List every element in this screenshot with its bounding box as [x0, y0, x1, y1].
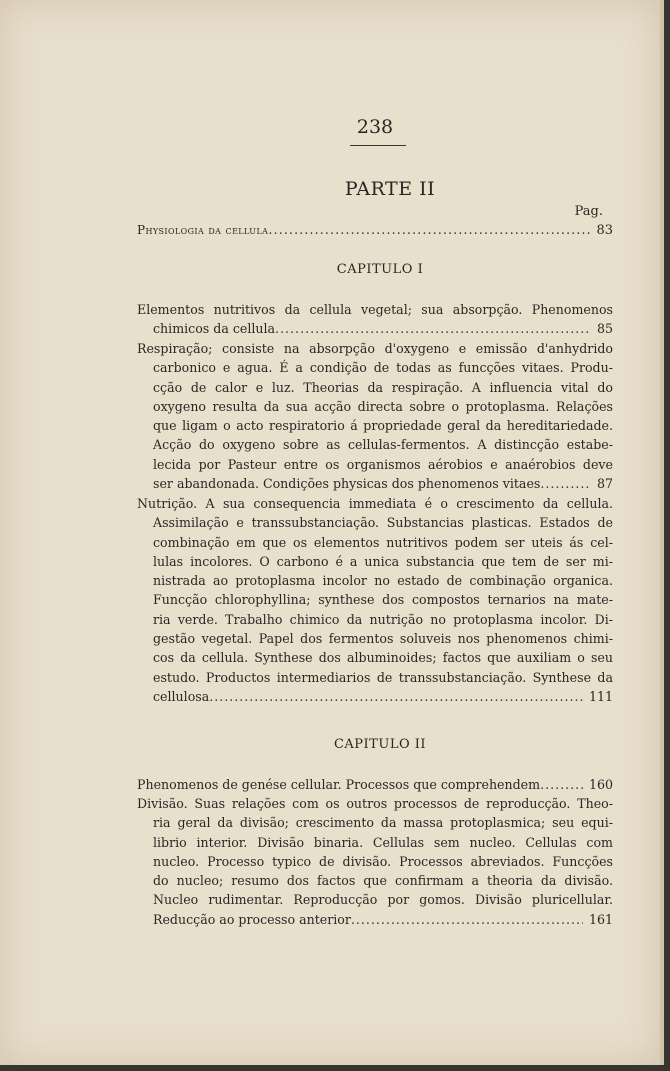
- toc-entry-line: [137, 358, 613, 377]
- toc-entry-line: [137, 474, 613, 493]
- toc-entry-line: [137, 852, 613, 871]
- part-title: PARTE II: [344, 178, 436, 200]
- toc-entry-text: cellulosa: [153, 688, 210, 704]
- toc-entry-page: 85: [596, 321, 613, 337]
- chapter-heading-1: CAPITULO I: [336, 262, 424, 277]
- toc-entry-line: [137, 629, 613, 648]
- toc-entry-line: [137, 397, 613, 416]
- toc-entry-text: Divisão. Suas relações com os outros processos de reproducção. Theo-: [137, 796, 613, 811]
- toc-entry-line: [137, 775, 613, 794]
- toc-entry: [137, 339, 613, 493]
- dot-leader: [209, 687, 583, 706]
- toc-entry-line: [137, 813, 613, 832]
- toc-entry: [137, 300, 613, 339]
- toc-entry-text: Respiração; consiste na absorpção d'oxygeno e emissão d'anhydrido: [137, 341, 613, 356]
- dot-leader: [540, 474, 591, 493]
- toc-entry-line: [137, 571, 613, 590]
- toc-entry-line: [137, 668, 613, 687]
- toc-entry: [137, 775, 613, 794]
- toc-entry-line: [137, 319, 613, 338]
- toc-entry-text: nucleo. Processo typico de divisão. Processos abreviados. Funcções: [153, 853, 613, 869]
- toc-entry-page: 161: [588, 911, 613, 927]
- toc-entry-text: oxygeno resulta da sua acção directa sobre o protoplasma. Relações: [153, 398, 613, 414]
- toc-entry-text: cção de calor e luz. Theorias da respiração. A influencia vital do: [153, 379, 613, 395]
- toc-entry-text: Physiologia da cellula: [137, 223, 269, 237]
- toc-entry-text: nistrada ao protoplasma incolor no estado de combinação organica.: [153, 573, 613, 589]
- toc-entry-page: 87: [596, 476, 613, 492]
- page-number: 238: [356, 116, 394, 138]
- toc-entry-page: 111: [588, 688, 613, 704]
- toc-entry-text: Assimilação e transsubstanciação. Substancias plasticas. Estados de: [153, 515, 613, 531]
- toc-entry-text: carbonico e agua. É a condição de todas as funcções vitaes. Produ-: [153, 360, 613, 376]
- toc-entry-line: [137, 794, 613, 813]
- toc-entry-line: [137, 833, 613, 852]
- dot-leader: [275, 319, 591, 338]
- toc-entry-line: [137, 910, 613, 929]
- toc-entry: [137, 794, 613, 929]
- toc-entry-text: ria verde. Trabalho chimico da nutrição no protoplasma incolor. Di-: [153, 611, 613, 627]
- toc-entry-line: [137, 513, 613, 532]
- toc-entry-line: [137, 552, 613, 571]
- toc-entry-line: [137, 455, 613, 474]
- toc-entry-page: 160: [588, 777, 613, 792]
- toc-entry-line: [137, 300, 613, 319]
- toc-entry-text: lecida por Pasteur entre os organismos aérobios e anaérobios deve: [153, 456, 613, 472]
- toc-entry-text: Nucleo rudimentar. Reproducção por gomos. Divisão pluricellular.: [153, 892, 613, 908]
- toc-entry-line: [137, 435, 613, 454]
- toc-entry-text: Elementos nutritivos da cellula vegetal; sua absorpção. Phenomenos: [137, 302, 613, 317]
- toc-entry-line: [137, 610, 613, 629]
- dot-leader: [268, 223, 590, 238]
- toc-entry-line: [137, 687, 613, 706]
- toc-entry-line: [137, 871, 613, 890]
- dot-leader: [351, 910, 583, 929]
- toc-entry-text: lulas incolores. O carbono é a unica substancia que tem de ser mi-: [153, 553, 613, 569]
- toc-entry-line: [137, 648, 613, 667]
- toc-entry-line: [137, 890, 613, 909]
- chapter-heading-2: CAPITULO II: [333, 737, 427, 752]
- toc-entry-text: Phenomenos de genése cellular. Processos que comprehendem: [137, 777, 541, 792]
- toc-entry-text: chimicos da cellula: [153, 321, 276, 337]
- toc-entry: [137, 494, 613, 706]
- toc-entry-line: [137, 533, 613, 552]
- toc-entry-text: Nutrição. A sua consequencia immediata é o crescimento da cellula.: [137, 496, 613, 511]
- toc-entry-text: gestão vegetal. Papel dos fermentos soluveis nos phenomenos chimi-: [153, 631, 613, 647]
- dot-leader: [540, 775, 583, 794]
- toc-entry-line: [137, 416, 613, 435]
- toc-entry-text: librio interior. Divisão binaria. Cellulas sem nucleo. Cellulas com: [153, 834, 613, 850]
- toc-entry-text: estudo. Productos intermediarios de transsubstanciação. Synthese da: [153, 669, 613, 685]
- toc-entry-text: que ligam o acto respiratorio á propriedade geral da hereditariedade.: [153, 418, 613, 434]
- toc-entry-line: [137, 494, 613, 513]
- toc-entry-line: [137, 590, 613, 609]
- toc-entry-text: Funcção chlorophyllina; synthese dos compostos ternarios na mate-: [153, 592, 613, 608]
- toc-entry-page: 83: [596, 223, 613, 238]
- toc-entry-text: Acção do oxygeno sobre as cellulas-fermentos. A distincção estabe-: [153, 437, 613, 453]
- toc-entry-text: ser abandonada. Condições physicas dos phenomenos vitaes: [153, 476, 541, 492]
- toc-entry-text: Reducção ao processo anterior: [153, 911, 351, 927]
- toc-entry-text: do nucleo; resumo dos factos que confirmam a theoria da divisão.: [153, 873, 613, 889]
- toc-entry-line: [137, 339, 613, 358]
- toc-entry-text: combinação em que os elementos nutritivos podem ser uteis ás cel-: [153, 534, 613, 550]
- page-number-rule: [350, 145, 406, 146]
- toc-entry-text: cos da cellula. Synthese dos albuminoides; factos que auxiliam o seu: [153, 650, 613, 666]
- toc-entry-text: ria geral da divisão; crescimento da massa protoplasmica; seu equi-: [153, 815, 613, 831]
- toc-entry-line: [137, 378, 613, 397]
- toc-entry-physiologia: [137, 223, 613, 238]
- pag-column-label: Pag.: [574, 204, 603, 219]
